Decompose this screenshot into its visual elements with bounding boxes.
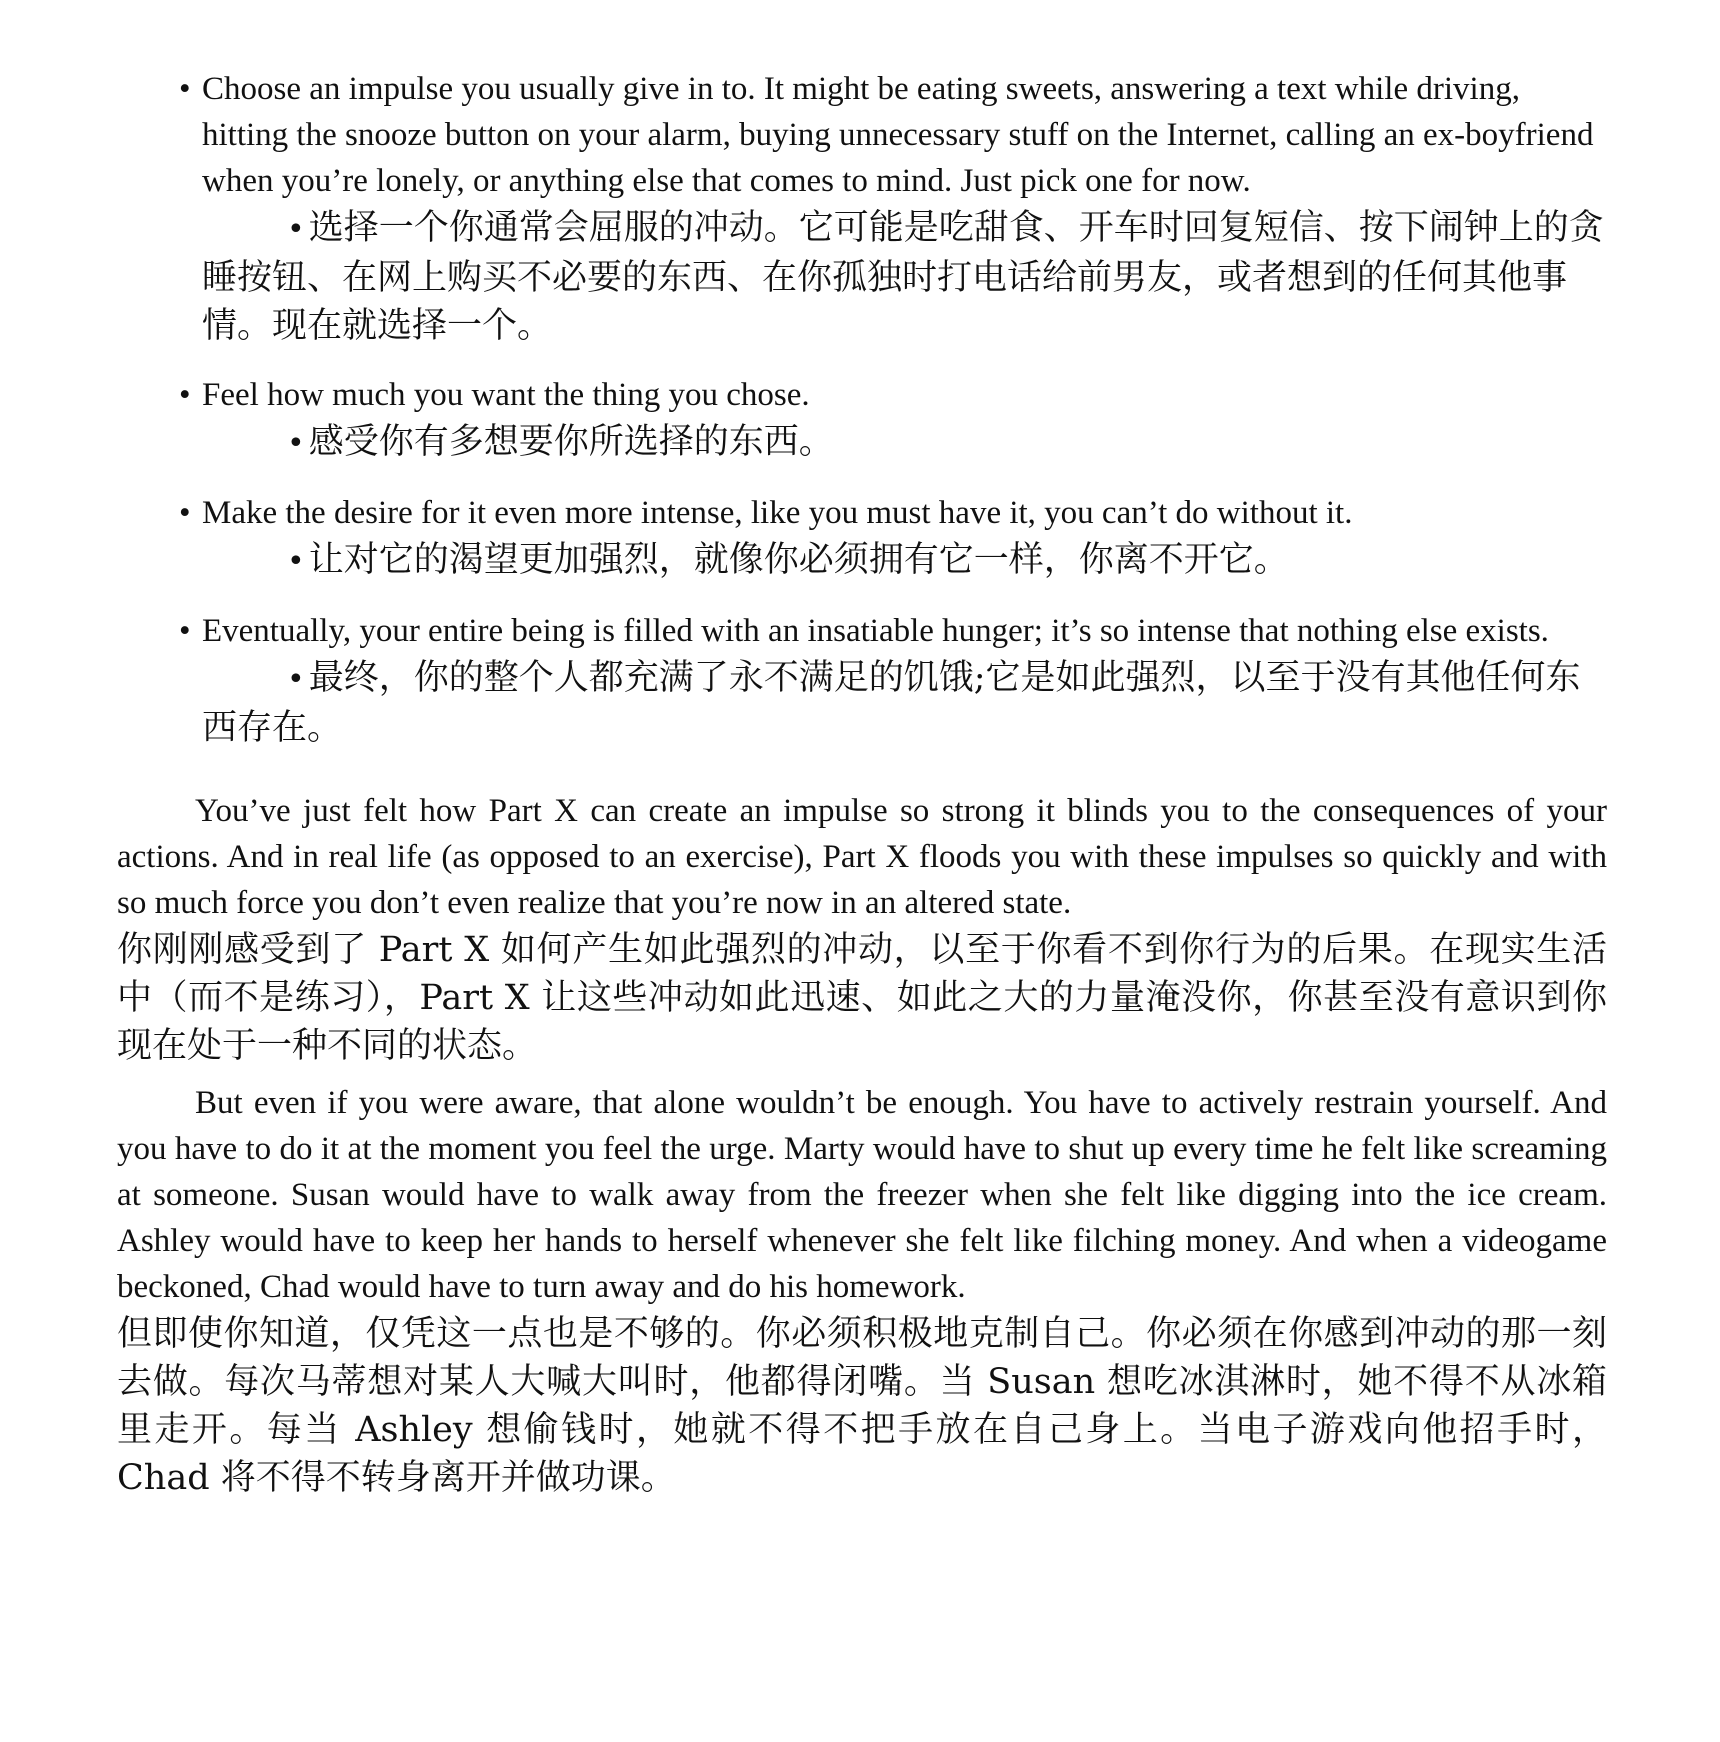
english-text: Choose an impulse you usually give in to. It might be eating sweets, answering a text while driving, hitting the snooze button on your alarm, buying unnecessary stuff on the Internet, calling an ex-boyfriend when you’re lonely, or anything else that comes to mind. Just pick one for now. xyxy=(202,71,1594,199)
chinese-translation: 最终，你的整个人都充满了永不满足的饥饿;它是如此强烈，以至于没有其他任何东西存在。 xyxy=(202,658,1581,748)
list-item xyxy=(117,66,1607,350)
chinese-text xyxy=(202,654,1607,752)
bullet-marker: • xyxy=(179,613,191,649)
chinese-text xyxy=(202,536,1607,586)
chinese-translation: 让对它的渴望更加强烈，就像你必须拥有它一样，你离不开它。 xyxy=(308,540,1289,580)
list-item xyxy=(117,372,1607,468)
body-paragraph-english: But even if you were aware, that alone wouldn’t be enough. You have to actively restrain yourself. And you have to do it at the moment you feel the urge. Marty would have to shut up every time he felt like screaming at someone. Susan would have to walk away from the freezer when she felt like digging into the ice cream. Ashley would have to keep her hands to herself whenever she felt like filching money. And when a videogame beckoned, Chad would have to turn away and do his homework. xyxy=(117,1085,1607,1305)
body-section xyxy=(117,788,1607,1502)
chinese-translation: 感受你有多想要你所选择的东西。 xyxy=(308,422,834,462)
chinese-bullet-marker: • xyxy=(287,544,305,579)
bullet-marker: • xyxy=(179,377,191,413)
body-paragraph-chinese: 你刚刚感受到了 Part X 如何产生如此强烈的冲动，以至于你看不到你行为的后果。在现实生活中（而不是练习），Part X 让这些冲动如此迅速、如此之大的力量淹没你，你甚至没有意识到你现在处于一种不同的状态。 xyxy=(117,930,1607,1066)
chinese-bullet-marker: • xyxy=(287,662,305,697)
english-text: Make the desire for it even more intense, like you must have it, you can’t do without it. xyxy=(202,495,1353,531)
bullet-marker: • xyxy=(179,495,191,531)
chinese-bullet-marker: • xyxy=(287,212,305,247)
chinese-text xyxy=(202,204,1607,350)
chinese-bullet-marker: • xyxy=(287,426,305,461)
bullet-marker: • xyxy=(179,71,191,107)
body-paragraph-chinese: 但即使你知道，仅凭这一点也是不够的。你必须积极地克制自己。你必须在你感到冲动的那一刻去做。每次马蒂想对某人大喊大叫时，他都得闭嘴。当 Susan 想吃冰淇淋时，她不得不从冰箱里走开。每当 Ashley 想偷钱时，她就不得不把手放在自己身上。当电子游戏向他招手时，Chad 将不得不转身离开并做功课。 xyxy=(117,1314,1607,1498)
list-item xyxy=(117,608,1607,752)
english-text: Eventually, your entire being is filled with an insatiable hunger; it’s so intense that nothing else exists. xyxy=(202,613,1549,649)
english-text: Feel how much you want the thing you chose. xyxy=(202,377,810,413)
body-paragraph-english: You’ve just felt how Part X can create an impulse so strong it blinds you to the consequences of your actions. And in real life (as opposed to an exercise), Part X floods you with these impulses so quickly and with so much force you don’t even realize that you’re now in an altered state. xyxy=(117,793,1607,921)
document-page xyxy=(117,66,1607,1512)
chinese-translation: 选择一个你通常会屈服的冲动。它可能是吃甜食、开车时回复短信、按下闹钟上的贪睡按钮、在网上购买不必要的东西、在你孤独时打电话给前男友，或者想到的任何其他事情。现在就选择一个。 xyxy=(202,208,1604,346)
exercise-list xyxy=(117,66,1607,752)
chinese-text xyxy=(202,418,1607,468)
list-item xyxy=(117,490,1607,586)
